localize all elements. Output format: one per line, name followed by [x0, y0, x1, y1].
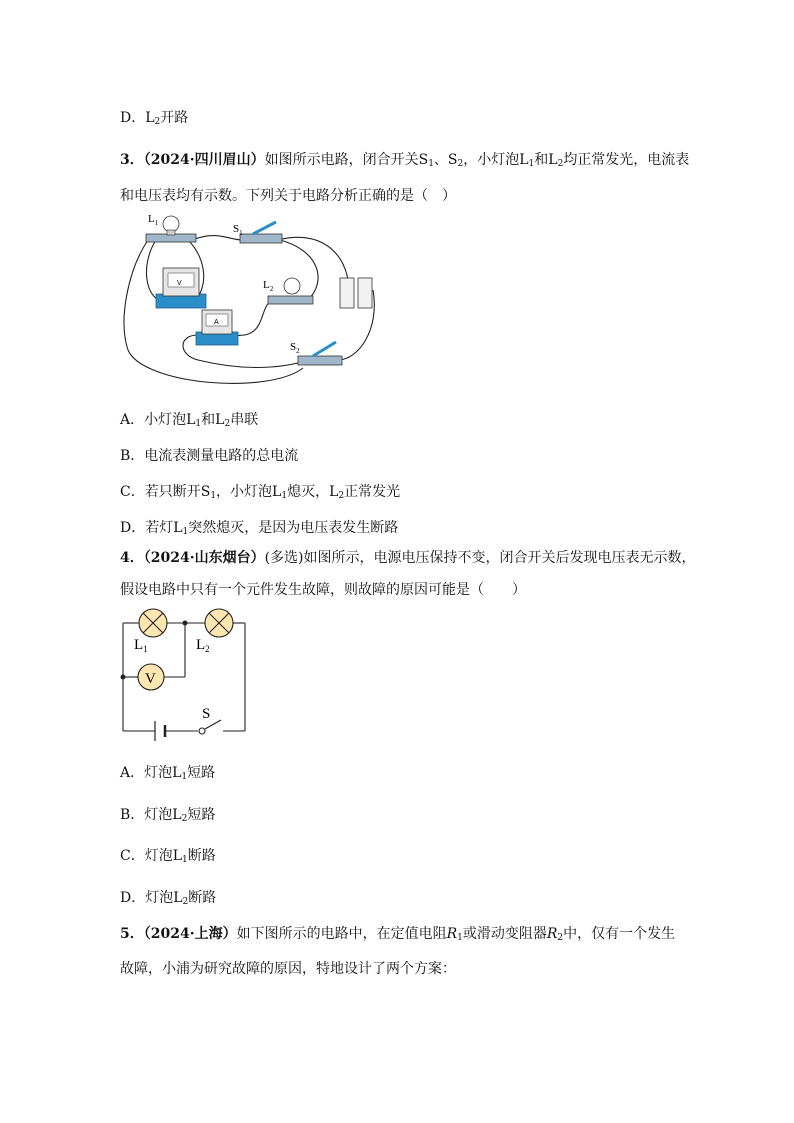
ammeter — [196, 310, 238, 345]
q3-stem-line1 — [120, 150, 689, 174]
wire — [233, 300, 273, 335]
ammeter-label: A — [214, 319, 219, 326]
wire — [146, 240, 158, 300]
option-text: 短路 — [187, 807, 216, 823]
q3-stem-line2: 和电压表均有示数。下列关于电路分析正确的是（ ） — [120, 188, 456, 204]
subscript: 2 — [224, 419, 231, 429]
question-source: （2024·山东烟台） — [143, 550, 265, 566]
option-text: D．若灯L — [120, 520, 183, 536]
stem-text: 均正常发光，电流表 — [563, 152, 690, 168]
wire — [278, 237, 348, 280]
option-text: 和L — [201, 412, 225, 428]
question-number: 3． — [120, 152, 144, 168]
option-text: D．灯泡L — [120, 890, 183, 906]
q3-option-d — [120, 518, 398, 542]
stem-text: 和L — [534, 152, 558, 168]
switch-contact — [199, 728, 205, 734]
q4-stem-line1 — [120, 548, 696, 568]
wire — [192, 236, 243, 240]
label-l1: $L_1$ — [148, 213, 159, 227]
stem-text: 中，仅有一个发生 — [563, 926, 676, 942]
option-text: A．小灯泡L — [120, 412, 196, 428]
option-text: A．灯泡L — [120, 765, 182, 781]
voltmeter-label: V — [145, 671, 156, 687]
q4-option-c — [120, 846, 216, 870]
subscript: 1 — [428, 159, 434, 169]
question-number: 5． — [120, 926, 144, 942]
q4-option-b — [120, 805, 215, 829]
q4-option-a — [120, 763, 215, 787]
lamp-l2-symbol — [205, 609, 233, 637]
q2-option-d — [120, 108, 188, 132]
switch-s1 — [240, 222, 282, 243]
subscript: 1 — [528, 159, 535, 169]
stem-text: 如下图所示的电路中，在定值电阻 — [236, 926, 447, 942]
option-text: C．灯泡L — [120, 848, 183, 864]
lamp-l1-symbol — [139, 609, 167, 637]
label-l2: $L_2$ — [263, 279, 274, 293]
question-number: 4． — [120, 550, 144, 566]
subscript: 2 — [457, 159, 464, 169]
subscript: 1 — [182, 527, 189, 537]
question-source: （2024·四川眉山） — [143, 152, 265, 168]
junction-dot — [183, 621, 188, 626]
lamp-l2 — [268, 278, 313, 304]
subscript: 1 — [182, 855, 188, 865]
q3-option-a — [120, 410, 258, 434]
option-text: 断路 — [187, 848, 216, 864]
subscript: 2 — [182, 897, 189, 907]
stem-text: 如图所示电路，闭合开关S — [264, 152, 429, 168]
label-s1: $S_1$ — [233, 223, 243, 237]
subscript: 1 — [457, 933, 463, 943]
subscript: 2 — [181, 814, 188, 824]
label-l1: $L_1$ — [134, 637, 148, 654]
switch-s2 — [298, 342, 342, 365]
subscript: 1 — [181, 772, 188, 782]
option-text: 断路 — [188, 890, 217, 906]
subscript: 2 — [154, 117, 161, 127]
subscript: 1 — [281, 491, 288, 501]
option-text: B．灯泡L — [120, 807, 182, 823]
voltmeter-label: V — [177, 280, 182, 287]
option-text: D．L — [120, 110, 155, 126]
stem-text: 或滑动变阻器 — [462, 926, 547, 942]
option-text: 开路 — [160, 110, 189, 126]
subscript: 1 — [195, 419, 202, 429]
stem-text: 、S — [433, 152, 458, 168]
q3-option-b: B．电流表测量电路的总电流 — [120, 448, 299, 464]
q5-stem-line1 — [120, 924, 675, 948]
q3-option-c — [120, 482, 400, 506]
question-source: （2024·上海） — [143, 926, 237, 942]
subscript: 2 — [557, 159, 564, 169]
q5-stem-line2: 故障，小浦为研究故障的原因，特地设计了两个方案： — [120, 961, 456, 977]
option-text: 串联 — [230, 412, 259, 428]
option-text: 短路 — [187, 765, 216, 781]
option-text: 熄灭，L — [287, 484, 339, 500]
stem-text: ，小灯泡L — [463, 152, 529, 168]
subscript: 2 — [338, 491, 345, 501]
subscript: 1 — [210, 491, 217, 501]
q4-stem-line2: 假设电路中只有一个元件发生故障，则故障的原因可能是（ ） — [120, 582, 526, 598]
option-text: 突然熄灭，是因为电压表发生断路 — [188, 520, 399, 536]
label-s2: $S_2$ — [290, 341, 300, 355]
junction-dot — [121, 675, 126, 680]
stem-text: (多选)如图所示，电源电压保持不变，闭合开关后发现电压表无示数， — [264, 550, 696, 566]
subscript: 2 — [557, 933, 564, 943]
option-text: 正常发光 — [344, 484, 401, 500]
option-text: ，小灯泡L — [216, 484, 282, 500]
option-text: C．若只断开S — [120, 484, 211, 500]
q4-option-d — [120, 888, 216, 912]
label-l2: $L_2$ — [196, 637, 210, 654]
variable-r2: R — [546, 926, 558, 942]
battery — [340, 278, 372, 308]
q4-circuit-schematic — [118, 606, 252, 742]
variable-r1: R — [446, 926, 458, 942]
voltmeter — [156, 268, 206, 308]
q3-circuit-figure — [118, 210, 388, 396]
label-s: S — [202, 706, 211, 722]
